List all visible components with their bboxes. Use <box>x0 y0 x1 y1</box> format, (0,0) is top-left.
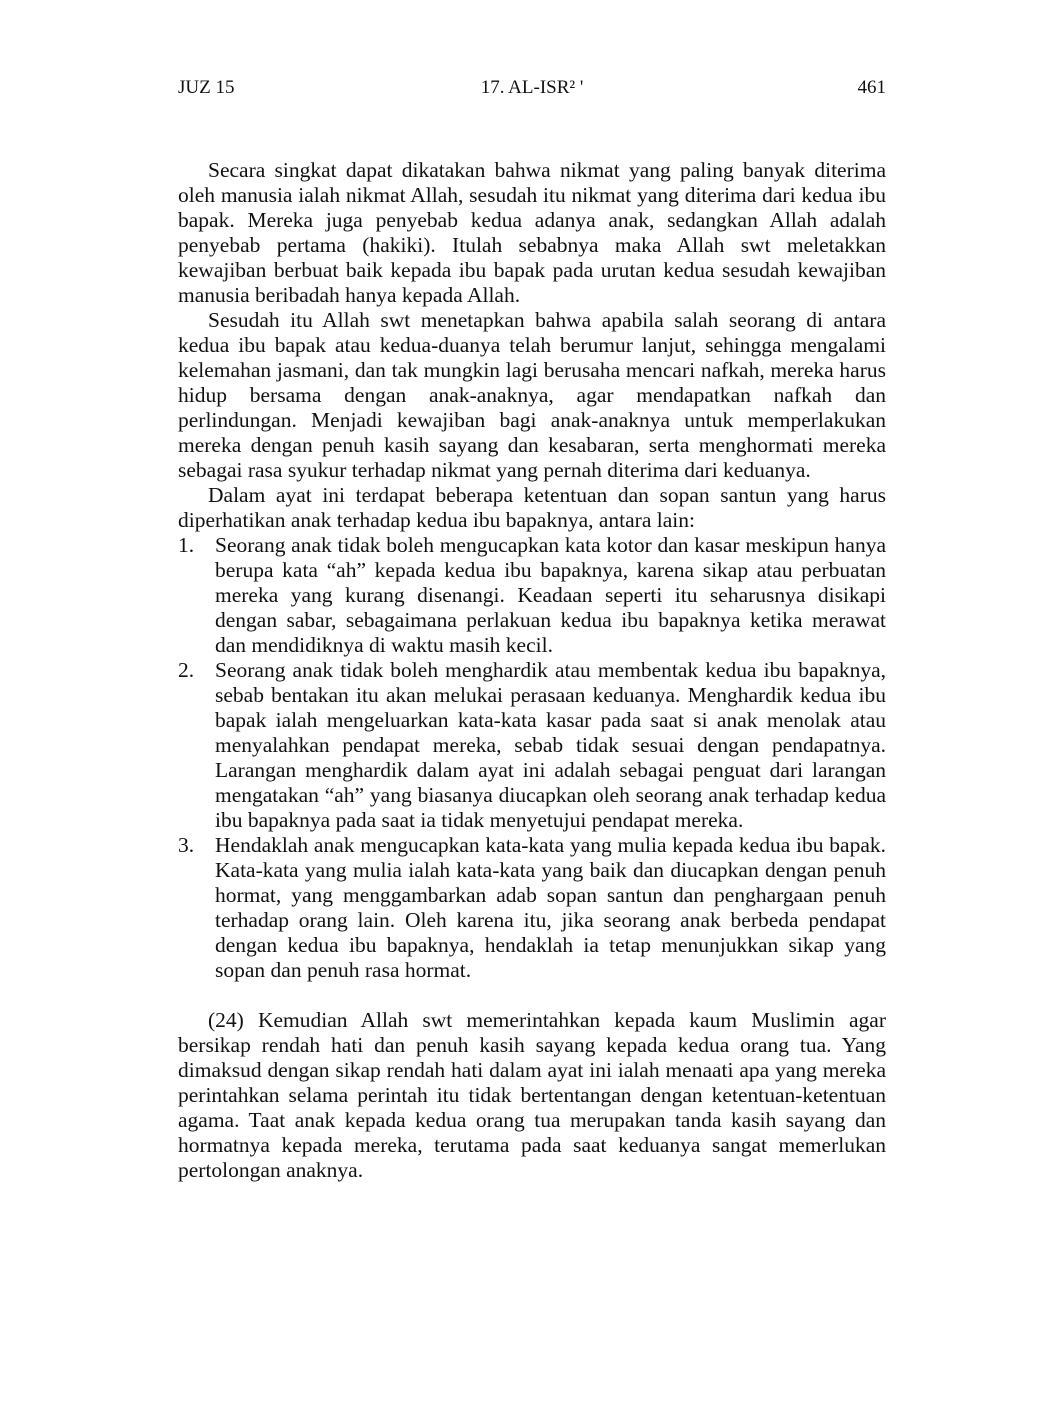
page-number: 461 <box>857 77 886 98</box>
list-number: 3. <box>178 833 195 857</box>
list-number: 1. <box>178 533 195 557</box>
list-item <box>178 658 886 833</box>
list-number: 2. <box>178 658 195 682</box>
list-text: Seorang anak tidak boleh menghardik atau membentak kedua ibu bapaknya, sebab bentakan itu akan melukai perasaan keduanya. Menghardik kedua ibu bapak ialah mengeluarkan kata-kata kasar pada saat si anak menolak atau menyalahkan pendapat mereka, sebab tidak sesuai dengan pendapatnya. Larangan menghardik dalam ayat ini adalah sebagai penguat dari larangan mengatakan “ah” yang biasanya diucapkan oleh seorang anak terhadap kedua ibu bapaknya pada saat ia tidak menyetujui pendapat mereka. <box>215 658 886 832</box>
paragraph: Dalam ayat ini terdapat beberapa ketentuan dan sopan santun yang harus diperhatikan anak terhadap kedua ibu bapaknya, antara lain: <box>178 483 886 532</box>
list-item <box>178 533 886 658</box>
numbered-list <box>178 533 886 983</box>
paragraph: Secara singkat dapat dikatakan bahwa nikmat yang paling banyak diterima oleh manusia ialah nikmat Allah, sesudah itu nikmat yang diterima dari kedua ibu bapak. Mereka juga penyebab kedua adanya anak, sedangkan Allah adalah penyebab pertama (hakiki). Itulah sebabnya maka Allah swt meletakkan kewajiban berbuat baik kepada ibu bapak pada urutan kedua sesudah kewajiban manusia beribadah hanya kepada Allah. <box>178 158 886 307</box>
list-text: Seorang anak tidak boleh mengucapkan kata kotor dan kasar meskipun hanya berupa kata “ah” kepada kedua ibu bapaknya, karena sikap atau perbuatan mereka yang kurang disenangi. Keadaan seperti itu seharusnya disikapi dengan sabar, sebagaimana perlakuan kedua ibu bapaknya ketika merawat dan mendidiknya di waktu masih kecil. <box>215 533 886 657</box>
list-text: Hendaklah anak mengucapkan kata-kata yang mulia kepada kedua ibu bapak. Kata-kata yang mulia ialah kata-kata yang baik dan diucapkan dengan penuh hormat, yang menggambarkan adab sopan santun dan penghargaan penuh terhadap orang lain. Oleh karena itu, jika seorang anak berbeda pendapat dengan kedua ibu bapaknya, hendaklah ia tetap menunjukkan sikap yang sopan dan penuh rasa hormat. <box>215 833 886 982</box>
page-body <box>178 158 886 1183</box>
page-header <box>178 76 886 100</box>
juz-label: JUZ 15 <box>178 77 235 98</box>
list-item <box>178 833 886 983</box>
verse-24-paragraph: (24) Kemudian Allah swt memerintahkan kepada kaum Muslimin agar bersikap rendah hati dan penuh kasih sayang kepada kedua orang tua. Yang dimaksud dengan sikap rendah hati dalam ayat ini ialah menaati apa yang mereka perintahkan selama perintah itu tidak bertentangan dengan ketentuan-ketentuan agama. Taat anak kepada kedua orang tua merupakan tanda kasih sayang dan hormatnya kepada mereka, terutama pada saat keduanya sangat memerlukan pertolongan anaknya. <box>178 1008 886 1182</box>
surah-title: 17. AL-ISR² ' <box>480 77 584 98</box>
paragraph: Sesudah itu Allah swt menetapkan bahwa apabila salah seorang di antara kedua ibu bapak atau kedua-duanya telah berumur lanjut, sehingga mengalami kelemahan jasmani, dan tak mungkin lagi berusaha mencari nafkah, mereka harus hidup bersama dengan anak-anaknya, agar mendapatkan nafkah dan perlindungan. Menjadi kewajiban bagi anak-anaknya untuk memperlakukan mereka dengan penuh kasih sayang dan kesabaran, serta menghormati mereka sebagai rasa syukur terhadap nikmat yang pernah diterima dari keduanya. <box>178 308 886 482</box>
